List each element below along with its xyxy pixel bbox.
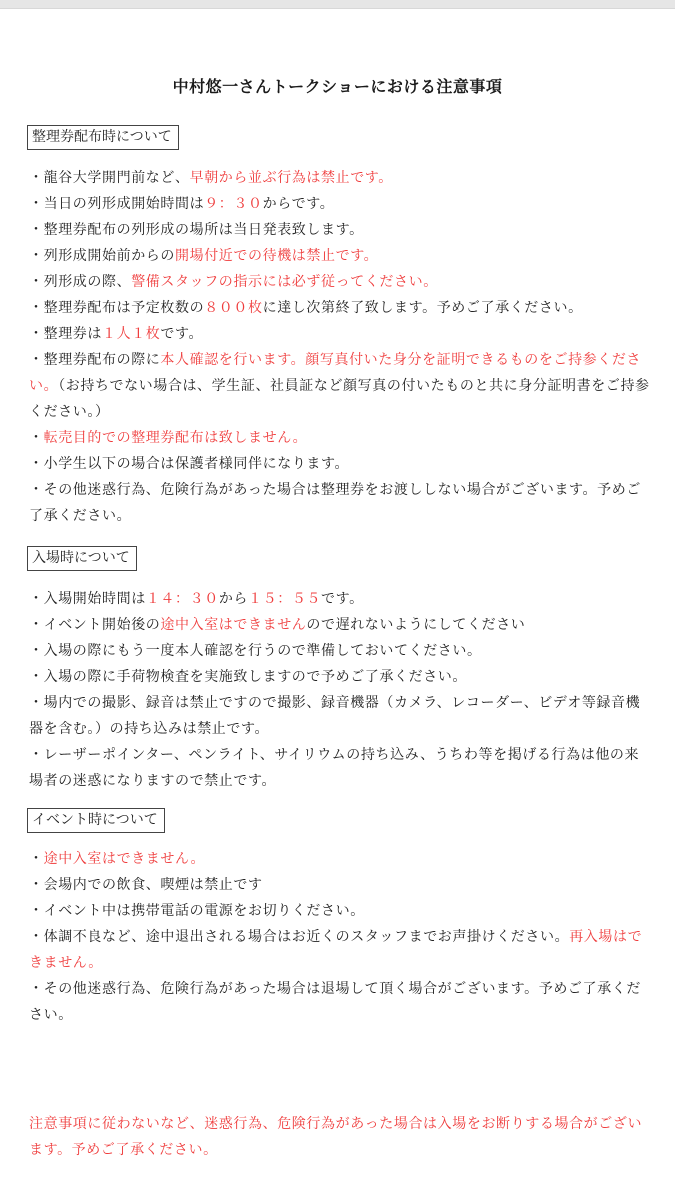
section-list-ticket-distribution — [29, 165, 651, 529]
notice-text: ・イベント中は携帯電話の電源をお切りください。 — [29, 903, 365, 919]
page-title: 中村悠一さんトークショーにおける注意事項 — [172, 77, 503, 96]
notice-item — [29, 690, 651, 742]
notice-item — [29, 217, 651, 243]
notice-item — [29, 321, 651, 347]
notice-text-highlight: 転売目的での整理券配布は致しません。 — [43, 430, 308, 446]
notice-item — [29, 425, 651, 451]
notice-text: ・列形成の際、 — [29, 274, 132, 290]
notice-item — [29, 872, 651, 898]
notice-text: ・会場内での飲食、喫煙は禁止です — [29, 877, 263, 893]
notice-item — [29, 477, 651, 529]
notice-text-highlight: 途中入室はできません — [160, 617, 307, 633]
notice-text-highlight: １４：３０ — [145, 591, 219, 607]
notice-text: に達し次第終了致します。予めご了承ください。 — [262, 300, 583, 316]
notice-item — [29, 924, 651, 976]
section-list-entrance — [29, 586, 651, 794]
notice-text: ・入場開始時間は — [29, 591, 146, 607]
notice-text: ・場内での撮影、録音は禁止ですので撮影、録音機器（カメラ、レコーダー、ビデオ等録音機器を含む。）の持ち込みは禁止です。 — [29, 695, 641, 737]
notice-text: ので遅れないようにしてください — [306, 617, 526, 633]
notice-item — [29, 165, 651, 191]
notice-text-highlight: 途中入室はできません。 — [43, 851, 206, 867]
notice-item — [29, 664, 651, 690]
notice-text: ・整理券配布の際に — [29, 352, 161, 368]
notice-text: です。 — [160, 326, 204, 342]
notice-item — [29, 586, 651, 612]
notice-text-highlight: 早朝から並ぶ行為は禁止です。 — [189, 170, 393, 186]
notice-text: から — [218, 591, 249, 607]
notice-text: ・小学生以下の場合は保護者様同伴になります。 — [29, 456, 350, 472]
notice-text: ・入場の際にもう一度本人確認を行うので準備しておいてください。 — [29, 643, 482, 659]
notice-text: ・入場の際に手荷物検査を実施致しますので予めご了承ください。 — [29, 669, 467, 685]
section-heading-ticket-distribution: 整理券配布時について — [27, 125, 179, 150]
notice-item — [29, 846, 651, 872]
notice-text-highlight: ８００枚 — [204, 300, 263, 316]
notice-item — [29, 612, 651, 638]
notice-item — [29, 347, 651, 425]
notice-text: ・体調不良など、途中退出される場合はお近くのスタッフまでお声掛けください。 — [29, 929, 570, 945]
notice-text: ・レーザーポインター、ペンライト、サイリウムの持ち込み、うちわ等を掲げる行為は他の来場者の迷惑になりますので禁止です。 — [29, 747, 640, 789]
notice-text-highlight: 開場付近での待機は禁止です。 — [175, 248, 379, 264]
notice-text-highlight: 再入場はできません。 — [29, 929, 643, 971]
notice-text-highlight: １人１枚 — [102, 326, 161, 342]
notice-text-highlight: １５：５５ — [248, 591, 322, 607]
notice-text-highlight: 警備スタッフの指示には必ず従ってください。 — [131, 274, 438, 290]
notice-text-highlight: ９：３０ — [204, 196, 263, 212]
notice-text: ・ — [29, 851, 44, 867]
notice-item — [29, 638, 651, 664]
notice-text: ・その他迷惑行為、危険行為があった場合は整理券をお渡ししない場合がございます。予めご了承ください。 — [29, 482, 641, 524]
notice-text: ・ — [29, 430, 44, 446]
notice-text-highlight: 本人確認を行います。顔写真付いた身分を証明できるものをご持参ください。 — [29, 352, 642, 394]
section-list-event — [29, 846, 651, 1028]
notice-item — [29, 191, 651, 217]
notice-text: ・イベント開始後の — [29, 617, 161, 633]
notice-item — [29, 295, 651, 321]
notice-item — [29, 269, 651, 295]
notice-text: ・列形成開始前からの — [29, 248, 175, 264]
notice-item — [29, 898, 651, 924]
notice-item — [29, 976, 651, 1028]
footer-warning: 注意事項に従わないなど、迷惑行為、危険行為があった場合は入場をお断りする場合がございます。予めご了承ください。 — [29, 1116, 643, 1158]
notice-text: ・整理券配布は予定枚数の — [29, 300, 205, 316]
notice-text: です。 — [321, 591, 364, 607]
section-heading-event: イベント時について — [27, 808, 165, 833]
notice-text: ・その他迷惑行為、危険行為があった場合は退場して頂く場合がございます。予めご了承ください。 — [29, 981, 641, 1023]
section-heading-entrance: 入場時について — [27, 546, 137, 571]
notice-text: からです。 — [262, 196, 335, 212]
notice-item — [29, 742, 651, 794]
notice-text: （お持ちでない場合は、学生証、社員証など顔写真の付いたものと共に身分証明書をご持参ください。） — [29, 378, 650, 420]
notice-text: ・当日の列形成開始時間は — [29, 196, 205, 212]
notice-text: ・整理券は — [29, 326, 102, 342]
notice-item — [29, 243, 651, 269]
notice-item — [29, 451, 651, 477]
notice-text: ・整理券配布の列形成の場所は当日発表致します。 — [29, 222, 364, 238]
notice-text: ・龍谷大学開門前など、 — [29, 170, 190, 186]
